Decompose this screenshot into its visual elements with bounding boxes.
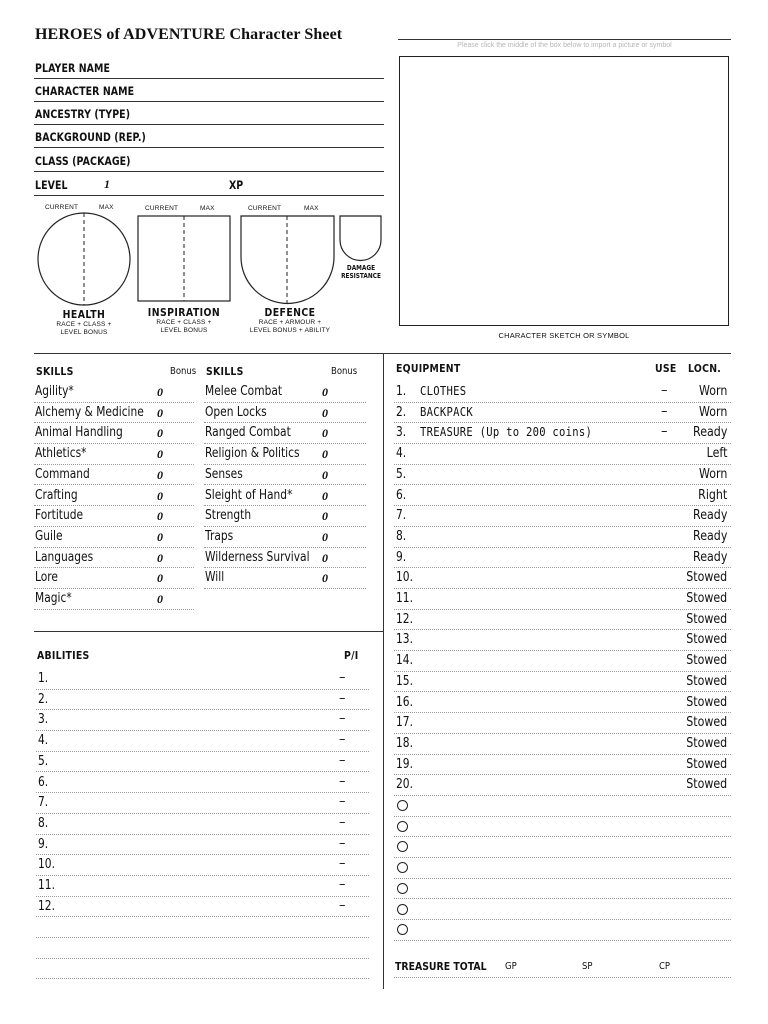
ability-number: 2. (38, 691, 49, 707)
equipment-row[interactable] (394, 734, 731, 755)
health-label: HEALTH (62, 308, 106, 321)
skill-bonus[interactable]: 0 (157, 592, 163, 606)
abilities-divider (34, 631, 383, 632)
title-divider (398, 39, 731, 40)
equipment-location[interactable]: Worn (698, 466, 727, 482)
equipment-extra-row[interactable] (394, 858, 731, 879)
skill-row[interactable] (34, 589, 194, 610)
health-circle[interactable] (38, 213, 130, 305)
skill-bonus[interactable]: 0 (157, 571, 163, 586)
equipment-location[interactable]: Right (697, 487, 727, 503)
level-value[interactable]: 1 (104, 177, 110, 191)
ability-pi-value[interactable]: – (339, 794, 346, 810)
skill-bonus[interactable]: 0 (322, 385, 328, 399)
equipment-location[interactable]: Stowed (686, 673, 727, 689)
skill-row[interactable] (34, 444, 194, 465)
ability-pi-value[interactable]: – (339, 711, 346, 727)
defence-max-label: MAX (304, 205, 319, 212)
equipment-number: 20. (396, 777, 413, 793)
skill-bonus[interactable]: 0 (157, 467, 163, 482)
equipment-extra-row[interactable] (394, 796, 731, 817)
equipment-extra-row[interactable] (394, 817, 731, 838)
ability-number: 1. (38, 671, 49, 686)
equipment-use[interactable]: – (661, 424, 668, 440)
equipment-number: 18. (396, 735, 413, 751)
skills-header-left: SKILLS (36, 365, 74, 378)
equipment-number: 6. (396, 487, 407, 503)
equipment-location[interactable]: Stowed (686, 715, 727, 731)
skill-name: Melee Combat (205, 384, 283, 399)
ability-pi-value[interactable]: – (339, 670, 346, 685)
skill-row[interactable] (204, 465, 366, 486)
checkbox-circle[interactable] (397, 841, 408, 852)
equipment-row[interactable] (394, 589, 731, 610)
checkbox-circle[interactable] (397, 821, 408, 832)
health-current-label: CURRENT (45, 204, 79, 211)
ability-row[interactable] (36, 814, 369, 835)
equipment-number: 14. (396, 653, 413, 669)
skill-bonus[interactable]: 0 (157, 509, 163, 524)
equipment-number: 7. (396, 508, 407, 524)
equipment-row[interactable] (394, 423, 731, 444)
equipment-use[interactable]: – (661, 383, 668, 398)
equipment-number: 10. (396, 570, 413, 586)
equipment-location[interactable]: Ready (692, 549, 727, 565)
equipment-row[interactable] (394, 506, 731, 527)
gp-label: GP (505, 961, 517, 972)
skill-bonus[interactable]: 0 (322, 426, 328, 441)
inspiration-box[interactable] (138, 216, 230, 301)
skill-bonus[interactable]: 0 (322, 405, 328, 420)
skill-row[interactable] (34, 403, 194, 424)
skill-bonus[interactable]: 0 (157, 426, 163, 441)
skill-row[interactable] (204, 403, 366, 424)
checkbox-circle[interactable] (397, 904, 408, 915)
ability-row[interactable] (36, 917, 369, 938)
skill-name: Fortitude (35, 508, 84, 524)
equipment-location[interactable]: Stowed (686, 570, 727, 586)
equipment-location[interactable]: Worn (698, 384, 727, 399)
skill-bonus[interactable]: 0 (322, 488, 328, 503)
equipment-number: 13. (396, 632, 413, 648)
skill-name: Senses (205, 466, 243, 482)
equipment-number: 12. (396, 611, 413, 627)
defence-label: DEFENCE (264, 306, 316, 319)
skill-row[interactable] (34, 423, 194, 444)
skill-row[interactable] (34, 506, 194, 527)
bonus-header-right: Bonus (331, 366, 358, 377)
skill-row[interactable] (204, 548, 366, 569)
ability-pi-value[interactable]: – (339, 897, 346, 913)
stat-shapes (0, 0, 400, 345)
skill-row[interactable] (204, 527, 366, 548)
ability-row[interactable] (36, 669, 369, 690)
skill-row[interactable] (34, 465, 194, 486)
equipment-location[interactable]: Ready (692, 528, 727, 544)
level-label: LEVEL (35, 178, 68, 192)
skill-name: Agility* (35, 384, 74, 399)
equipment-row[interactable] (394, 693, 731, 714)
equipment-item[interactable]: BACKPACK (420, 404, 473, 419)
skill-name: Crafting (35, 487, 78, 503)
skill-bonus[interactable]: 0 (322, 571, 328, 586)
ability-row[interactable] (36, 793, 369, 814)
equipment-row[interactable] (394, 630, 731, 651)
equipment-row[interactable] (394, 382, 731, 403)
locn-header: LOCN. (688, 362, 722, 375)
equipment-number: 5. (396, 466, 407, 482)
equipment-location[interactable]: Ready (692, 508, 727, 524)
ability-number: 11. (38, 878, 55, 893)
ability-row[interactable] (36, 897, 369, 918)
ability-row[interactable] (36, 731, 369, 752)
skill-bonus[interactable]: 0 (157, 385, 163, 399)
checkbox-circle[interactable] (397, 800, 408, 811)
equipment-location[interactable]: Stowed (686, 777, 727, 793)
ability-number: 5. (38, 753, 49, 769)
inspiration-caption: INSPIRATION RACE + CLASS + LEVEL BONUS (134, 306, 234, 335)
equipment-number: 8. (396, 528, 407, 544)
skill-bonus[interactable]: 0 (322, 529, 328, 544)
equipment-number: 9. (396, 549, 407, 565)
character-sketch-box[interactable] (399, 56, 729, 326)
ability-row[interactable] (36, 710, 369, 731)
ability-number: 7. (38, 795, 49, 811)
ability-pi-value[interactable]: – (339, 814, 346, 830)
ability-number: 8. (38, 815, 49, 831)
equipment-number: 15. (396, 673, 413, 689)
column-divider (383, 353, 384, 989)
sheet-title: HEROES of ADVENTURE Character Sheet (35, 26, 343, 43)
equipment-number: 2. (396, 404, 407, 420)
import-note: Please click the middle of the box below to import a picture or symbol (457, 42, 672, 49)
ability-row[interactable] (36, 835, 369, 856)
ability-pi-value[interactable]: – (339, 856, 346, 872)
equipment-number: 16. (396, 694, 413, 710)
skill-row[interactable] (204, 382, 366, 403)
skill-bonus[interactable]: 0 (157, 529, 163, 544)
defence-shield[interactable] (241, 216, 334, 304)
skill-name: Languages (35, 549, 94, 565)
ability-number: 10. (38, 857, 55, 873)
equipment-location[interactable]: Stowed (686, 611, 727, 627)
equipment-row[interactable] (394, 775, 731, 796)
sketch-caption: CHARACTER SKETCH OR SYMBOL (498, 331, 630, 340)
equipment-row[interactable] (394, 713, 731, 734)
equipment-row[interactable] (394, 403, 731, 424)
skill-name: Guile (35, 528, 63, 544)
equipment-location[interactable]: Stowed (686, 756, 727, 772)
skill-bonus[interactable]: 0 (157, 488, 163, 503)
xp-label: XP (229, 178, 244, 192)
cp-label: CP (659, 961, 671, 972)
health-max-label: MAX (99, 204, 114, 211)
equipment-number: 1. (396, 384, 407, 399)
ability-row[interactable] (36, 773, 369, 794)
equipment-number: 3. (396, 425, 407, 441)
ability-pi-value[interactable]: – (339, 752, 346, 768)
equipment-row[interactable] (394, 444, 731, 465)
equipment-header: EQUIPMENT (396, 362, 461, 375)
skill-name: Lore (35, 570, 58, 586)
skill-row[interactable] (34, 486, 194, 507)
skill-row[interactable] (204, 568, 366, 589)
skill-name: Strength (205, 508, 252, 524)
skill-bonus[interactable]: 0 (322, 550, 328, 565)
skill-name: Traps (205, 528, 234, 544)
damage-resistance-shield[interactable] (340, 216, 381, 261)
damage-resistance-label: DAMAGE RESISTANCE (341, 264, 381, 280)
equipment-location[interactable]: Worn (698, 404, 727, 420)
skill-name: Magic* (35, 591, 72, 606)
equipment-row[interactable] (394, 755, 731, 776)
ability-pi-value[interactable]: – (339, 877, 346, 892)
ability-pi-value[interactable]: – (339, 732, 346, 748)
skill-bonus[interactable]: 0 (322, 467, 328, 482)
skill-bonus[interactable]: 0 (157, 405, 163, 420)
ability-pi-value[interactable]: – (339, 690, 346, 706)
ability-number: 6. (38, 774, 49, 790)
ability-pi-value[interactable]: – (339, 835, 346, 851)
ability-row[interactable] (36, 959, 369, 980)
skill-row[interactable] (204, 486, 366, 507)
skill-name: Open Locks (205, 404, 267, 420)
ability-number: 9. (38, 836, 49, 852)
equipment-item[interactable]: CLOTHES (420, 384, 467, 398)
skill-row[interactable] (34, 527, 194, 548)
defence-caption: DEFENCE RACE + ARMOUR + LEVEL BONUS + ABILITY (240, 306, 340, 335)
pi-header: P/I (344, 649, 359, 662)
equipment-location[interactable]: Ready (692, 425, 727, 441)
ancestry-label: ANCESTRY (TYPE) (35, 107, 131, 121)
equipment-row[interactable] (394, 610, 731, 631)
equipment-extra-row[interactable] (394, 879, 731, 900)
equipment-number: 11. (396, 591, 413, 606)
background-label: BACKGROUND (REP.) (35, 130, 146, 144)
skill-name: Animal Handling (35, 425, 123, 441)
equipment-row[interactable] (394, 651, 731, 672)
checkbox-circle[interactable] (397, 862, 408, 873)
skill-name: Athletics* (35, 446, 87, 462)
skill-name: Command (35, 466, 90, 482)
skill-row[interactable] (204, 423, 366, 444)
equipment-row[interactable] (394, 568, 731, 589)
skill-row[interactable] (34, 382, 194, 403)
equipment-use[interactable]: – (661, 403, 668, 419)
equipment-location[interactable]: Stowed (686, 591, 727, 606)
skill-name: Ranged Combat (205, 425, 291, 441)
abilities-header: ABILITIES (37, 649, 90, 662)
inspiration-current-label: CURRENT (145, 205, 179, 212)
skill-name: Will (205, 570, 225, 586)
player-name-label: PLAYER NAME (35, 61, 111, 75)
ability-number: 12. (38, 898, 55, 914)
ability-row[interactable] (36, 876, 369, 897)
inspiration-label: INSPIRATION (147, 306, 221, 319)
skills-header-right: SKILLS (206, 365, 244, 378)
equipment-item[interactable]: TREASURE (Up to 200 coins) (420, 425, 593, 440)
equipment-extra-row[interactable] (394, 920, 731, 941)
equipment-number: 19. (396, 756, 413, 772)
equipment-row[interactable] (394, 486, 731, 507)
ability-row[interactable] (36, 855, 369, 876)
ability-pi-value[interactable]: – (339, 773, 346, 789)
ability-row[interactable] (36, 690, 369, 711)
equipment-extra-row[interactable] (394, 900, 731, 921)
skill-name: Alchemy & Medicine (35, 404, 144, 420)
equipment-location[interactable]: Stowed (686, 653, 727, 669)
treasure-total-label: TREASURE TOTAL (395, 960, 487, 973)
equipment-extra-row[interactable] (394, 837, 731, 858)
equipment-row[interactable] (394, 527, 731, 548)
equipment-row[interactable] (394, 548, 731, 569)
skill-name: Religion & Politics (205, 446, 300, 462)
character-name-label: CHARACTER NAME (35, 84, 135, 98)
bonus-header-left: Bonus (170, 366, 197, 377)
equipment-number: 17. (396, 715, 413, 731)
equipment-location[interactable]: Stowed (686, 694, 727, 710)
ability-number: 4. (38, 733, 49, 749)
inspiration-max-label: MAX (200, 205, 215, 212)
ability-number: 3. (38, 712, 49, 728)
equipment-location[interactable]: Stowed (686, 735, 727, 751)
skill-row[interactable] (204, 506, 366, 527)
equipment-location[interactable]: Stowed (686, 632, 727, 648)
skill-row[interactable] (34, 548, 194, 569)
ability-row[interactable] (36, 938, 369, 959)
sp-label: SP (582, 961, 593, 972)
equipment-number: 4. (396, 446, 407, 462)
equipment-row[interactable] (394, 465, 731, 486)
checkbox-circle[interactable] (397, 883, 408, 894)
skill-row[interactable] (34, 568, 194, 589)
checkbox-circle[interactable] (397, 924, 408, 935)
use-header: USE (655, 362, 677, 375)
skill-name: Sleight of Hand* (205, 487, 293, 503)
skill-bonus[interactable]: 0 (322, 447, 328, 462)
treasure-total-row[interactable] (394, 957, 731, 978)
skill-bonus[interactable]: 0 (322, 509, 328, 524)
health-caption: HEALTH RACE + CLASS + LEVEL BONUS (44, 308, 124, 337)
skill-row[interactable] (204, 444, 366, 465)
ability-row[interactable] (36, 752, 369, 773)
equipment-row[interactable] (394, 672, 731, 693)
equipment-location[interactable]: Left (706, 446, 727, 462)
defence-current-label: CURRENT (248, 205, 282, 212)
skill-bonus[interactable]: 0 (157, 447, 163, 462)
class-label: CLASS (PACKAGE) (35, 154, 131, 168)
skill-bonus[interactable]: 0 (157, 550, 163, 565)
skill-name: Wilderness Survival (205, 549, 310, 565)
